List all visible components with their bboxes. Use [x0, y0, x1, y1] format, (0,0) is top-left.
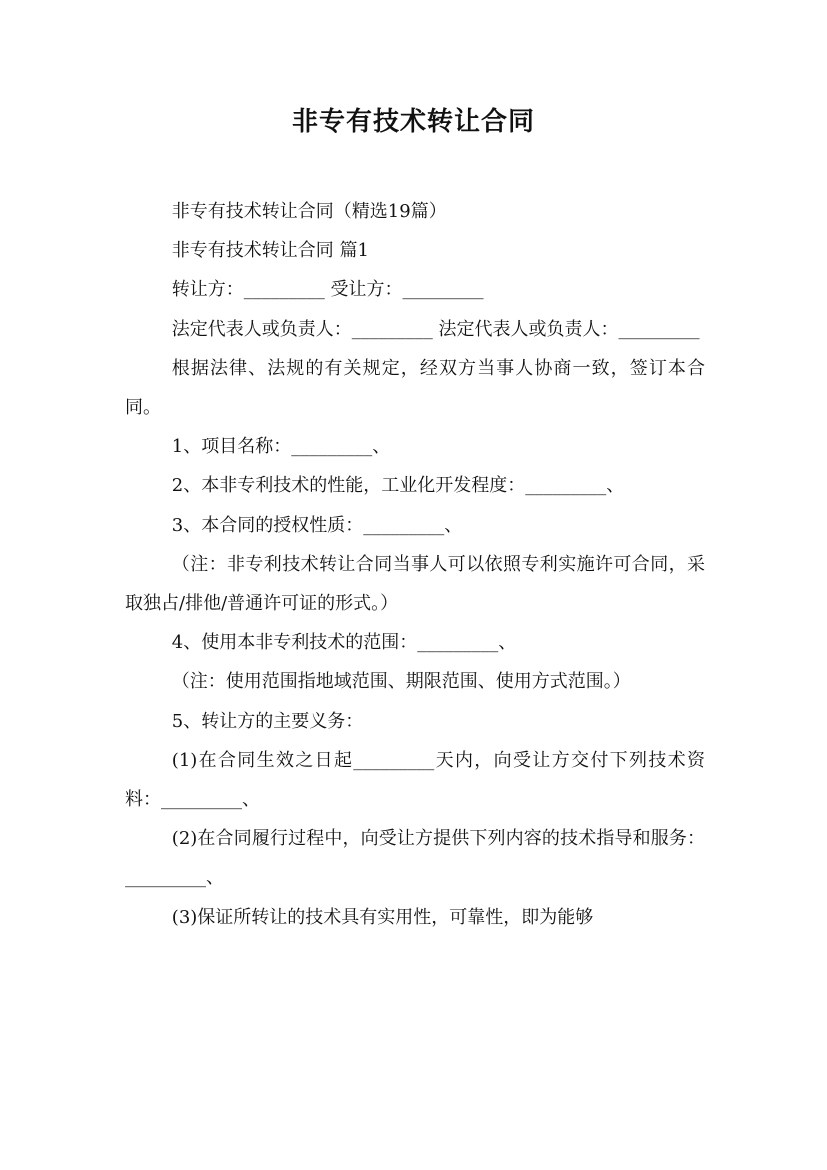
paragraph-subtitle: 非专有技术转让合同（精选19篇） — [171, 201, 447, 222]
paragraph-note-1: （注：非专利技术转让合同当事人可以依照专利实施许可合同，采取独占/排他/普通许可证的形式。） — [125, 553, 705, 615]
paragraph-item-4: 4、使用本非专利技术的范围：_________、 — [171, 632, 517, 654]
paragraph-item-3: 3、本合同的授权性质：_________、 — [171, 514, 463, 536]
document-title: 非专有技术转让合同 — [291, 107, 535, 137]
paragraph-item-5-3: (3)保证所转让的技术具有实用性，可靠性，即为能够 — [171, 906, 594, 928]
paragraph-representatives: 法定代表人或负责人：_________ 法定代表人或负责人：_________ — [171, 318, 700, 340]
paragraph-item-5: 5、转让方的主要义务： — [171, 710, 364, 732]
paragraph-item-2: 2、本非专利技术的性能，工业化开发程度：_________、 — [171, 475, 625, 497]
paragraph-preamble: 根据法律、法规的有关规定，经双方当事人协商一致，签订本合同。 — [125, 357, 705, 419]
paragraph-section-heading: 非专有技术转让合同 篇1 — [171, 240, 369, 262]
paragraph-note-2: （注：使用范围指地域范围、期限范围、使用方式范围。） — [171, 671, 631, 693]
paragraph-item-1: 1、项目名称：_________、 — [171, 436, 391, 458]
paragraph-item-5-2: (2)在合同履行过程中，向受让方提供下列内容的技术指导和服务：_________、 — [125, 828, 705, 889]
paragraph-parties: 转让方：_________ 受让方：_________ — [171, 279, 484, 301]
paragraph-item-5-1: (1)在合同生效之日起_________天内，向受让方交付下列技术资料：_________、 — [125, 749, 705, 811]
document-body — [125, 192, 705, 937]
